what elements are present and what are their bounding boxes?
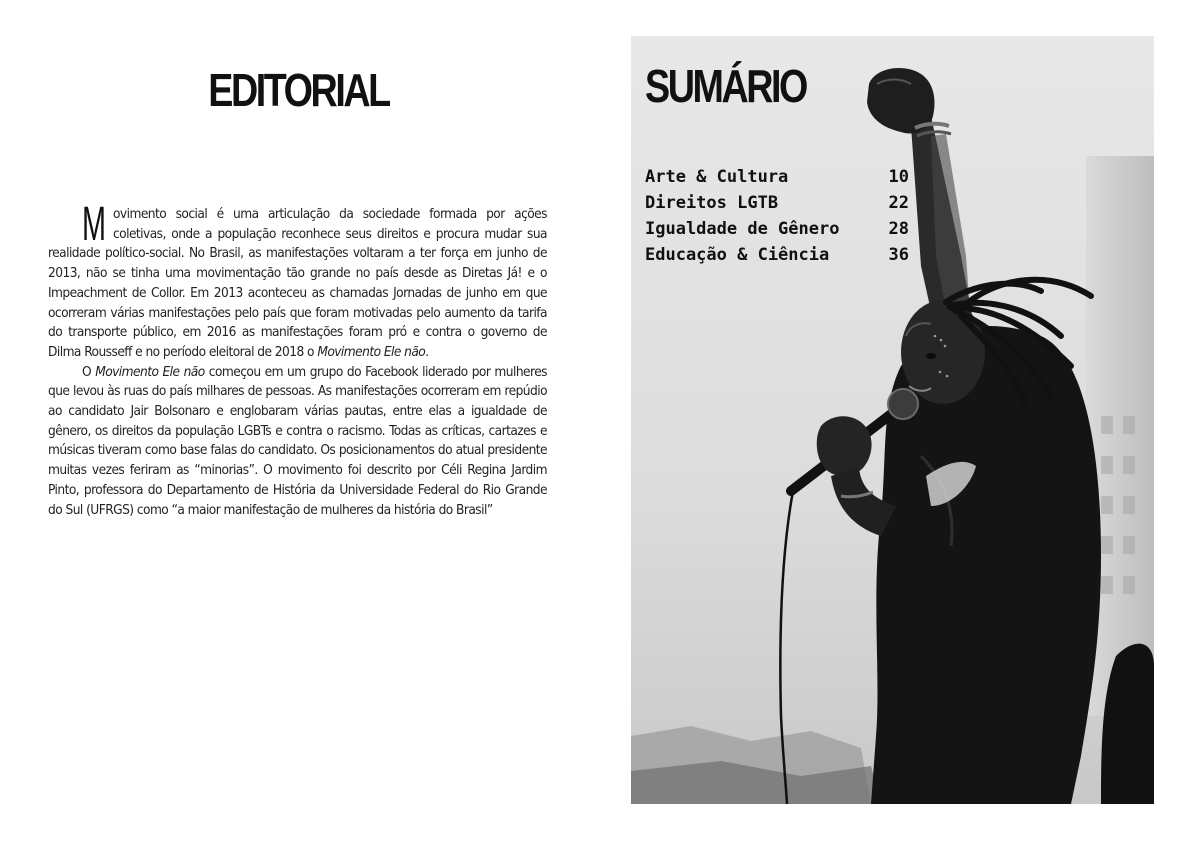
toc-item-page: 10 (888, 167, 909, 187)
toc-item-page: 22 (888, 193, 909, 213)
paragraph-2-text: começou em um grupo do Facebook liderado por mulheres que levou às ruas do país milhares de pessoas. As manifestações ocorreram em repúdio ao candidato Jair Bolsonaro e englobaram várias pautas, entre elas a igualdade de gênero, os direitos da população LGBTs e contra o racismo. Todas as críticas, cartazes e músicas tiveram como base falas do candidato. Os posicionamentos do atual presidente muitas vezes feriram as “minorias”. O movimento foi descrito por Céli Regina Jardim Pinto, professora do Departamento de História da Universidade Federal do Rio Grande do Sul (UFRGS) como “a maior manifestação de mulheres da história do Brasil” (48, 363, 547, 518)
toc-item-label: Direitos LGTB (645, 193, 779, 213)
editorial-paragraph-1 (48, 198, 547, 363)
toc-item-igualdade-genero[interactable] (645, 216, 909, 242)
toc-item-label: Igualdade de Gênero (645, 219, 840, 239)
protest-photo (631, 36, 1154, 804)
toc-item-arte-cultura[interactable] (645, 164, 909, 190)
movement-name: Movimento Ele não (95, 363, 205, 380)
toc-item-page: 36 (888, 245, 909, 265)
editorial-body (48, 198, 547, 520)
paragraph-1-text: ovimento social é uma articulação da sociedade formada por ações coletivas, onde a população reconhece seus direitos e procura mudar sua realidade político-social. No Brasil, as manifestações voltaram a ter força em junho de 2013, não se tinha uma movimentação tão grande no país desde as Diretas Já! e o Impeachment de Collor. Em 2013 aconteceu as chamadas Jornadas de junho em que ocorreram várias manifestações pelo país que foram motivadas pelo aumento da tarifa do transporte público, em 2016 as manifestações foram pró e contra o governo de Dilma Rousseff e no período eleitoral de 2018 o (48, 206, 547, 360)
toc-item-educacao-ciencia[interactable] (645, 242, 909, 268)
toc-item-direitos-lgtb[interactable] (645, 190, 909, 216)
table-of-contents (645, 164, 909, 268)
toc-item-label: Educação & Ciência (645, 245, 830, 265)
movement-name: Movimento Ele não (317, 343, 426, 360)
sumario-page (631, 36, 1154, 804)
editorial-title: EDITORIAL (208, 64, 389, 116)
toc-item-label: Arte & Cultura (645, 167, 789, 187)
drop-cap: M (82, 198, 106, 251)
toc-item-page: 28 (888, 219, 909, 239)
paragraph-1-end: . (425, 343, 429, 360)
paragraph-2-start: O (82, 363, 92, 380)
sumario-title: SUMÁRIO (645, 60, 806, 112)
editorial-paragraph-2 (48, 363, 547, 521)
